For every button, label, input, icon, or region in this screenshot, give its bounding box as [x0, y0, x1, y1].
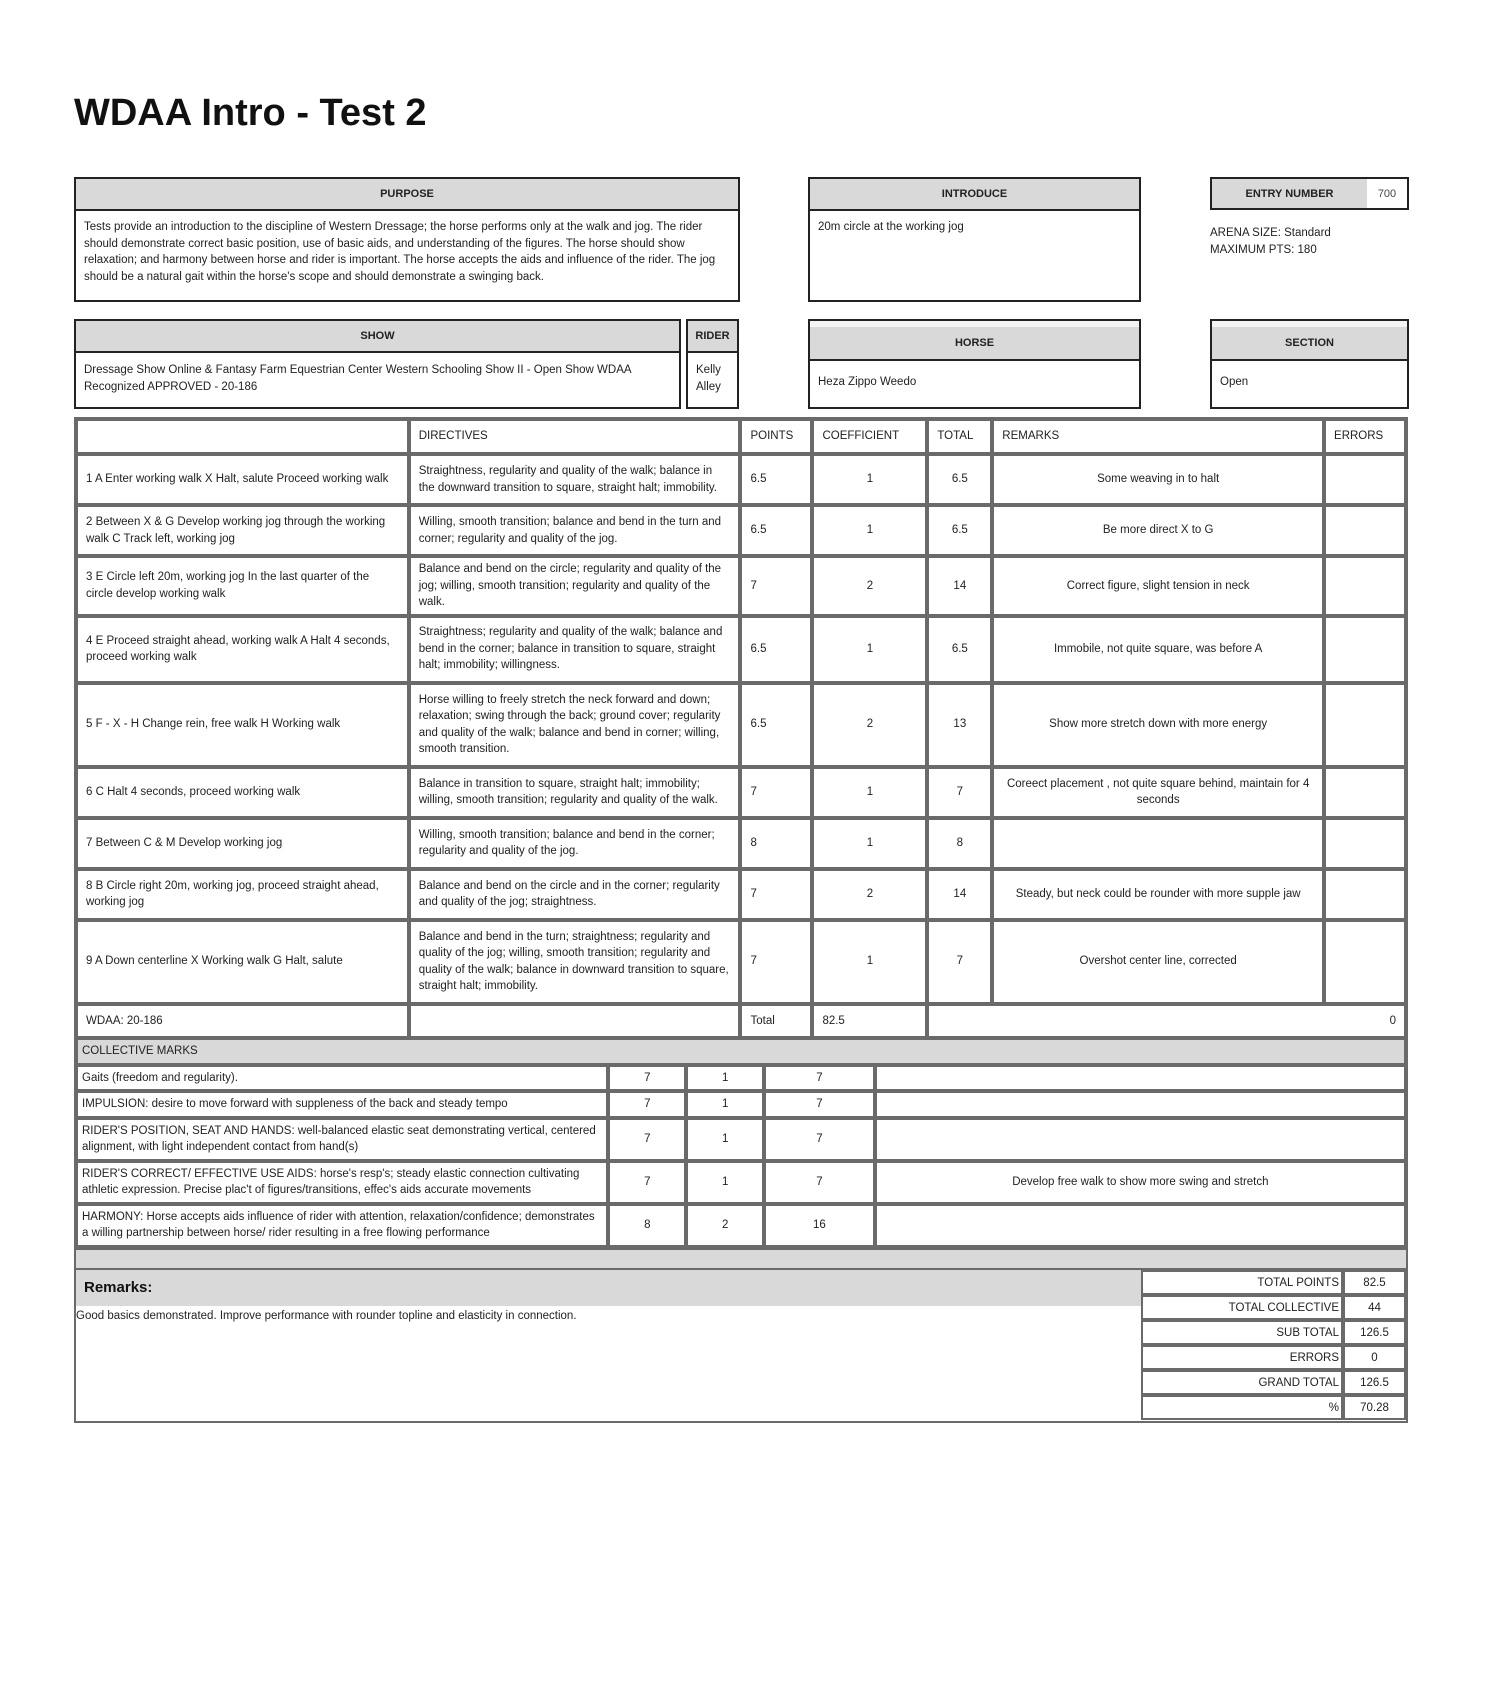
header-remarks: REMARKS — [992, 419, 1324, 454]
errors-value[interactable] — [1324, 818, 1406, 869]
totals-label: ERRORS — [1141, 1345, 1343, 1370]
coefficient-value: 1 — [812, 505, 927, 556]
totals-label: % — [1141, 1395, 1343, 1420]
totals-value: 82.5 — [1343, 1270, 1406, 1295]
points-value[interactable]: 7 — [740, 869, 812, 920]
collective-row — [76, 1118, 1406, 1161]
points-value[interactable]: 6.5 — [740, 454, 812, 505]
total-value: 14 — [927, 869, 992, 920]
coefficient-value: 2 — [812, 556, 927, 616]
errors-value[interactable] — [1324, 556, 1406, 616]
remarks-text[interactable]: Show more stretch down with more energy — [992, 683, 1324, 767]
section-label: SECTION — [1212, 327, 1407, 361]
rider-name: Kelly Alley — [696, 364, 721, 393]
total-value: 6.5 — [927, 505, 992, 556]
remarks-area — [76, 1270, 1141, 1421]
total-value: 6.5 — [927, 454, 992, 505]
remarks-text[interactable]: Immobile, not quite square, was before A — [992, 616, 1324, 683]
coefficient-value: 1 — [812, 767, 927, 818]
introduce-box — [808, 177, 1141, 302]
totals-label: SUB TOTAL — [1141, 1320, 1343, 1345]
purpose-text: Tests provide an introduction to the discipline of Western Dressage; the horse performs only at the walk and jog. The rider should demonstrate correct basic position, use of basic aids, and understanding of the figures. The horse should show relaxation; and harmony between horse and rider is important. The horse accepts the aids and influence of the rider. The jog should be a natural gait within the horse's scope and should demonstrate a swinging back. — [84, 221, 716, 283]
collective-text: HARMONY: Horse accepts aids influence of rider with attention, relaxation/confidence; demonstrates a willing partnership between horse/ rider resulting in a free flowing performance — [76, 1204, 608, 1247]
rider-box — [686, 319, 739, 409]
movement-text: 4 E Proceed straight ahead, working walk A Halt 4 seconds, proceed working walk — [76, 616, 409, 683]
collective-points[interactable]: 7 — [608, 1065, 686, 1092]
errors-value[interactable] — [1324, 767, 1406, 818]
header-errors: ERRORS — [1324, 419, 1406, 454]
totals-row — [1141, 1270, 1406, 1295]
totals-row — [1141, 1320, 1406, 1345]
coefficient-value: 2 — [812, 869, 927, 920]
collective-text: RIDER'S POSITION, SEAT AND HANDS: well-balanced elastic seat demonstrating vertical, centered alignment, with light independent contact from hand(s) — [76, 1118, 608, 1161]
totals-value: 70.28 — [1343, 1395, 1406, 1420]
collective-total: 7 — [764, 1161, 875, 1204]
summary-panel — [74, 1248, 1408, 1423]
directives-text: Balance and bend on the circle; regularity and quality of the jog; willing, smooth transition; regularity and quality of the walk. — [409, 556, 741, 616]
points-value[interactable]: 6.5 — [740, 683, 812, 767]
table-row — [76, 454, 1406, 505]
coefficient-value: 1 — [812, 616, 927, 683]
totals-row — [1141, 1295, 1406, 1320]
table-row — [76, 818, 1406, 869]
coefficient-value: 1 — [812, 454, 927, 505]
coefficient-value: 2 — [812, 683, 927, 767]
movement-text: 2 Between X & G Develop working jog through the working walk C Track left, working jog — [76, 505, 409, 556]
arena-size: ARENA SIZE: Standard — [1210, 227, 1331, 239]
collective-remarks[interactable] — [875, 1091, 1406, 1118]
collective-coefficient: 1 — [686, 1065, 764, 1092]
total-value: 7 — [927, 920, 992, 1004]
table-row — [76, 920, 1406, 1004]
points-value[interactable]: 7 — [740, 920, 812, 1004]
errors-value[interactable] — [1324, 454, 1406, 505]
collective-row — [76, 1091, 1406, 1118]
collective-text: Gaits (freedom and regularity). — [76, 1065, 608, 1092]
remarks-text[interactable] — [992, 818, 1324, 869]
directives-text: Willing, smooth transition; balance and bend in the turn and corner; regularity and quality of the jog. — [409, 505, 741, 556]
collective-remarks[interactable]: Develop free walk to show more swing and stretch — [875, 1161, 1406, 1204]
collective-remarks[interactable] — [875, 1204, 1406, 1247]
entry-number-box — [1210, 177, 1409, 210]
totals-table — [1141, 1270, 1406, 1420]
header-directives: DIRECTIVES — [409, 419, 741, 454]
remarks-text[interactable]: Coreect placement , not quite square behind, maintain for 4 seconds — [992, 767, 1324, 818]
show-text: Dressage Show Online & Fantasy Farm Equestrian Center Western Schooling Show II - Open Show WDAA Recognized APPROVED - 20-186 — [84, 364, 631, 393]
purpose-label: PURPOSE — [76, 179, 738, 211]
totals-row — [1141, 1370, 1406, 1395]
collective-remarks[interactable] — [875, 1118, 1406, 1161]
collective-points[interactable]: 7 — [608, 1161, 686, 1204]
page-title: WDAA Intro - Test 2 — [74, 92, 427, 134]
entry-number-value: 700 — [1377, 187, 1397, 200]
movement-text: 7 Between C & M Develop working jog — [76, 818, 409, 869]
errors-value[interactable] — [1324, 920, 1406, 1004]
remarks-label: Remarks: — [76, 1270, 1141, 1306]
totals-label: TOTAL COLLECTIVE — [1141, 1295, 1343, 1320]
total-points-value: 82.5 — [812, 1004, 927, 1039]
remarks-text[interactable]: Good basics demonstrated. Improve performance with rounder topline and elasticity in connection. — [76, 1310, 577, 1322]
totals-value: 0 — [1343, 1345, 1406, 1370]
show-box — [74, 319, 681, 409]
collective-coefficient: 1 — [686, 1091, 764, 1118]
totals-value: 126.5 — [1343, 1370, 1406, 1395]
table-row — [76, 767, 1406, 818]
errors-value[interactable] — [1324, 683, 1406, 767]
horse-label: HORSE — [810, 327, 1139, 361]
movement-text: 8 B Circle right 20m, working jog, proceed straight ahead, working jog — [76, 869, 409, 920]
movement-text: 6 C Halt 4 seconds, proceed working walk — [76, 767, 409, 818]
collective-points[interactable]: 7 — [608, 1091, 686, 1118]
header-points: POINTS — [740, 419, 812, 454]
entry-number-label: ENTRY NUMBER — [1212, 179, 1367, 208]
total-value: 8 — [927, 818, 992, 869]
movement-text: 5 F - X - H Change rein, free walk H Working walk — [76, 683, 409, 767]
section-box — [1210, 319, 1409, 409]
table-header-row — [76, 419, 1406, 454]
maximum-points: MAXIMUM PTS: 180 — [1210, 244, 1317, 256]
totals-label: GRAND TOTAL — [1141, 1370, 1343, 1395]
table-row — [76, 556, 1406, 616]
table-footer-row — [76, 1004, 1406, 1039]
coefficient-value: 1 — [812, 920, 927, 1004]
collective-coefficient: 1 — [686, 1161, 764, 1204]
collective-total: 7 — [764, 1091, 875, 1118]
directives-text: Straightness; regularity and quality of the walk; balance and bend in the corner; balance in transition to square, straight halt; immobility; willingness. — [409, 616, 741, 683]
remarks-text[interactable]: Steady, but neck could be rounder with more supple jaw — [992, 869, 1324, 920]
table-row — [76, 505, 1406, 556]
section-value: Open — [1220, 376, 1249, 388]
directives-text: Horse willing to freely stretch the neck forward and down; relaxation; swing through the back; ground cover; regularity and quality of the walk; balance and bend in corner; willing, smooth transition. — [409, 683, 741, 767]
movements-table — [74, 417, 1408, 1041]
collective-total: 16 — [764, 1204, 875, 1247]
table-row — [76, 683, 1406, 767]
collective-text: IMPULSION: desire to move forward with suppleness of the back and steady tempo — [76, 1091, 608, 1118]
totals-value: 126.5 — [1343, 1320, 1406, 1345]
collective-coefficient: 1 — [686, 1118, 764, 1161]
collective-marks-label: COLLECTIVE MARKS — [76, 1038, 1406, 1065]
directives-text: Balance and bend in the turn; straightness; regularity and quality of the jog; willing, smooth transition; regularity and quality of the walk; balance in downward transition to square, straight halt; immobility. — [409, 920, 741, 1004]
points-value[interactable]: 8 — [740, 818, 812, 869]
introduce-label: INTRODUCE — [810, 179, 1139, 211]
collective-row — [76, 1065, 1406, 1092]
footer-blank — [409, 1004, 741, 1039]
total-value: 7 — [927, 767, 992, 818]
collective-total: 7 — [764, 1065, 875, 1092]
table-row — [76, 616, 1406, 683]
errors-total: 0 — [927, 1004, 1406, 1039]
totals-row — [1141, 1345, 1406, 1370]
points-value[interactable]: 6.5 — [740, 505, 812, 556]
remarks-text[interactable]: Some weaving in to halt — [992, 454, 1324, 505]
movement-text: 3 E Circle left 20m, working jog In the last quarter of the circle develop working walk — [76, 556, 409, 616]
errors-value[interactable] — [1324, 869, 1406, 920]
header-movement — [76, 419, 409, 454]
collective-row — [76, 1161, 1406, 1204]
total-label: Total — [740, 1004, 812, 1039]
directives-text: Balance and bend on the circle and in the corner; regularity and quality of the jog; straightness. — [409, 869, 741, 920]
points-value[interactable]: 6.5 — [740, 616, 812, 683]
remarks-text[interactable]: Overshot center line, corrected — [992, 920, 1324, 1004]
total-value: 13 — [927, 683, 992, 767]
collective-remarks[interactable] — [875, 1065, 1406, 1092]
remarks-text[interactable]: Be more direct X to G — [992, 505, 1324, 556]
remarks-text[interactable]: Correct figure, slight tension in neck — [992, 556, 1324, 616]
totals-label: TOTAL POINTS — [1141, 1270, 1343, 1295]
horse-name: Heza Zippo Weedo — [818, 376, 917, 388]
collective-points[interactable]: 7 — [608, 1118, 686, 1161]
test-code: WDAA: 20-186 — [76, 1004, 409, 1039]
directives-text: Balance in transition to square, straight halt; immobility; willing, smooth transition; regularity and quality of the walk. — [409, 767, 741, 818]
movement-text: 1 A Enter working walk X Halt, salute Proceed working walk — [76, 454, 409, 505]
table-row — [76, 869, 1406, 920]
collective-points[interactable]: 8 — [608, 1204, 686, 1247]
totals-row — [1141, 1395, 1406, 1420]
collective-total: 7 — [764, 1118, 875, 1161]
points-value[interactable]: 7 — [740, 767, 812, 818]
points-value[interactable]: 7 — [740, 556, 812, 616]
total-value: 6.5 — [927, 616, 992, 683]
coefficient-value: 1 — [812, 818, 927, 869]
totals-value: 44 — [1343, 1295, 1406, 1320]
rider-label: RIDER — [688, 321, 737, 353]
errors-value[interactable] — [1324, 616, 1406, 683]
collective-text: RIDER'S CORRECT/ EFFECTIVE USE AIDS: horse's resp's; steady elastic connection cultivating athletic expression. Precise plac't of figures/transitions, effec's aids accurate movements — [76, 1161, 608, 1204]
purpose-box — [74, 177, 740, 302]
header-total: TOTAL — [927, 419, 992, 454]
movement-text: 9 A Down centerline X Working walk G Halt, salute — [76, 920, 409, 1004]
errors-value[interactable] — [1324, 505, 1406, 556]
directives-text: Straightness, regularity and quality of the walk; balance in the downward transition to square, straight halt; immobility. — [409, 454, 741, 505]
header-coefficient: COEFFICIENT — [812, 419, 927, 454]
horse-box — [808, 319, 1141, 409]
total-value: 14 — [927, 556, 992, 616]
directives-text: Willing, smooth transition; balance and bend in the corner; regularity and quality of the jog. — [409, 818, 741, 869]
introduce-text: 20m circle at the working jog — [818, 221, 964, 233]
show-label: SHOW — [76, 321, 679, 353]
collective-marks-table — [74, 1036, 1408, 1249]
collective-row — [76, 1204, 1406, 1247]
collective-coefficient: 2 — [686, 1204, 764, 1247]
